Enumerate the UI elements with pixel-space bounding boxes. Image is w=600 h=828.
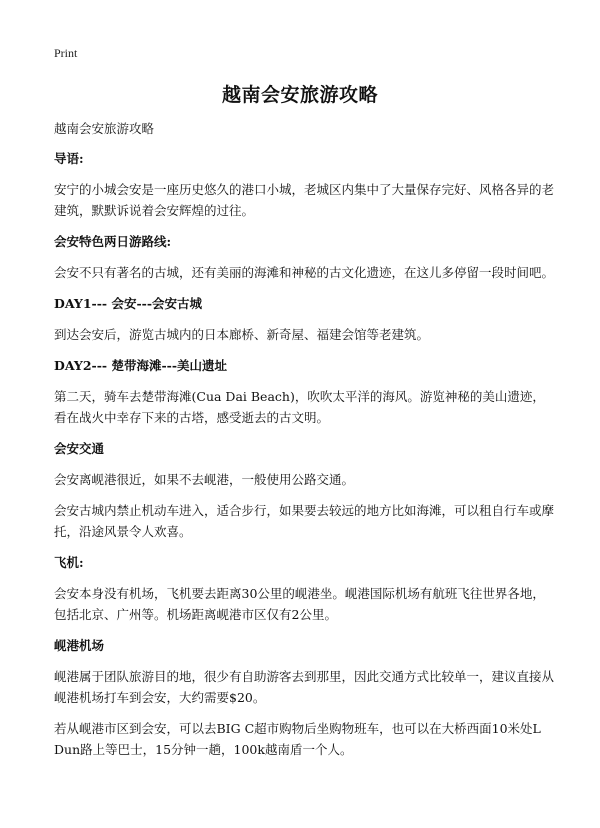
day1-text: 到达会安后，游览古城内的日本廊桥、新奇屋、福建会馆等老建筑。	[54, 327, 430, 342]
route-heading: 会安特色两日游路线:	[54, 234, 172, 249]
transport-text-1: 会安离岘港很近，如果不去岘港，一般使用公路交通。	[54, 472, 355, 487]
plane-heading: 飞机:	[54, 555, 84, 570]
document-body	[54, 118, 554, 760]
day2-heading: DAY2--- 楚带海滩---美山遗址	[54, 358, 228, 373]
print-link[interactable]: Print	[54, 46, 78, 60]
intro-text: 安宁的小城会安是一座历史悠久的港口小城，老城区内集中了大量保存完好、风格各异的老建筑，默默诉说着会安辉煌的过往。	[54, 182, 555, 218]
route-text: 会安不只有著名的古城，还有美丽的海滩和神秘的古文化遗迹，在这儿多停留一段时间吧。	[54, 265, 555, 280]
day2-text: 第二天，骑车去楚带海滩(Cua Dai Beach)，吹吹太平洋的海风。游览神秘的美山遗迹，看在战火中幸存下来的古塔，感受逝去的古文明。	[54, 389, 545, 425]
subtitle: 越南会安旅游攻略	[54, 121, 155, 136]
page-title: 越南会安旅游攻略	[221, 84, 378, 106]
intro-heading: 导语:	[54, 151, 84, 166]
transport-heading: 会安交通	[54, 441, 105, 456]
airport-heading: 岘港机场	[54, 638, 105, 653]
plane-text: 会安本身没有机场，飞机要去距离30公里的岘港坐。岘港国际机场有航班飞往世界各地，包括北京、广州等。机场距离岘港市区仅有2公里。	[54, 586, 545, 622]
day1-heading: DAY1--- 会安---会安古城	[54, 296, 203, 311]
airport-text-1: 岘港属于团队旅游目的地，很少有自助游客去到那里，因此交通方式比较单一，建议直接从岘港机场打车到会安，大约需要$20。	[54, 669, 555, 705]
transport-text-2: 会安古城内禁止机动车进入，适合步行，如果要去较远的地方比如海滩，可以租自行车或摩托，沿途风景令人欢喜。	[54, 503, 555, 539]
airport-text-2: 若从岘港市区到会安，可以去BIG C超市购物后坐购物班车，也可以在大桥西面10米处L Dun路上等巴士，15分钟一趟，100k越南盾一个人。	[54, 721, 541, 757]
